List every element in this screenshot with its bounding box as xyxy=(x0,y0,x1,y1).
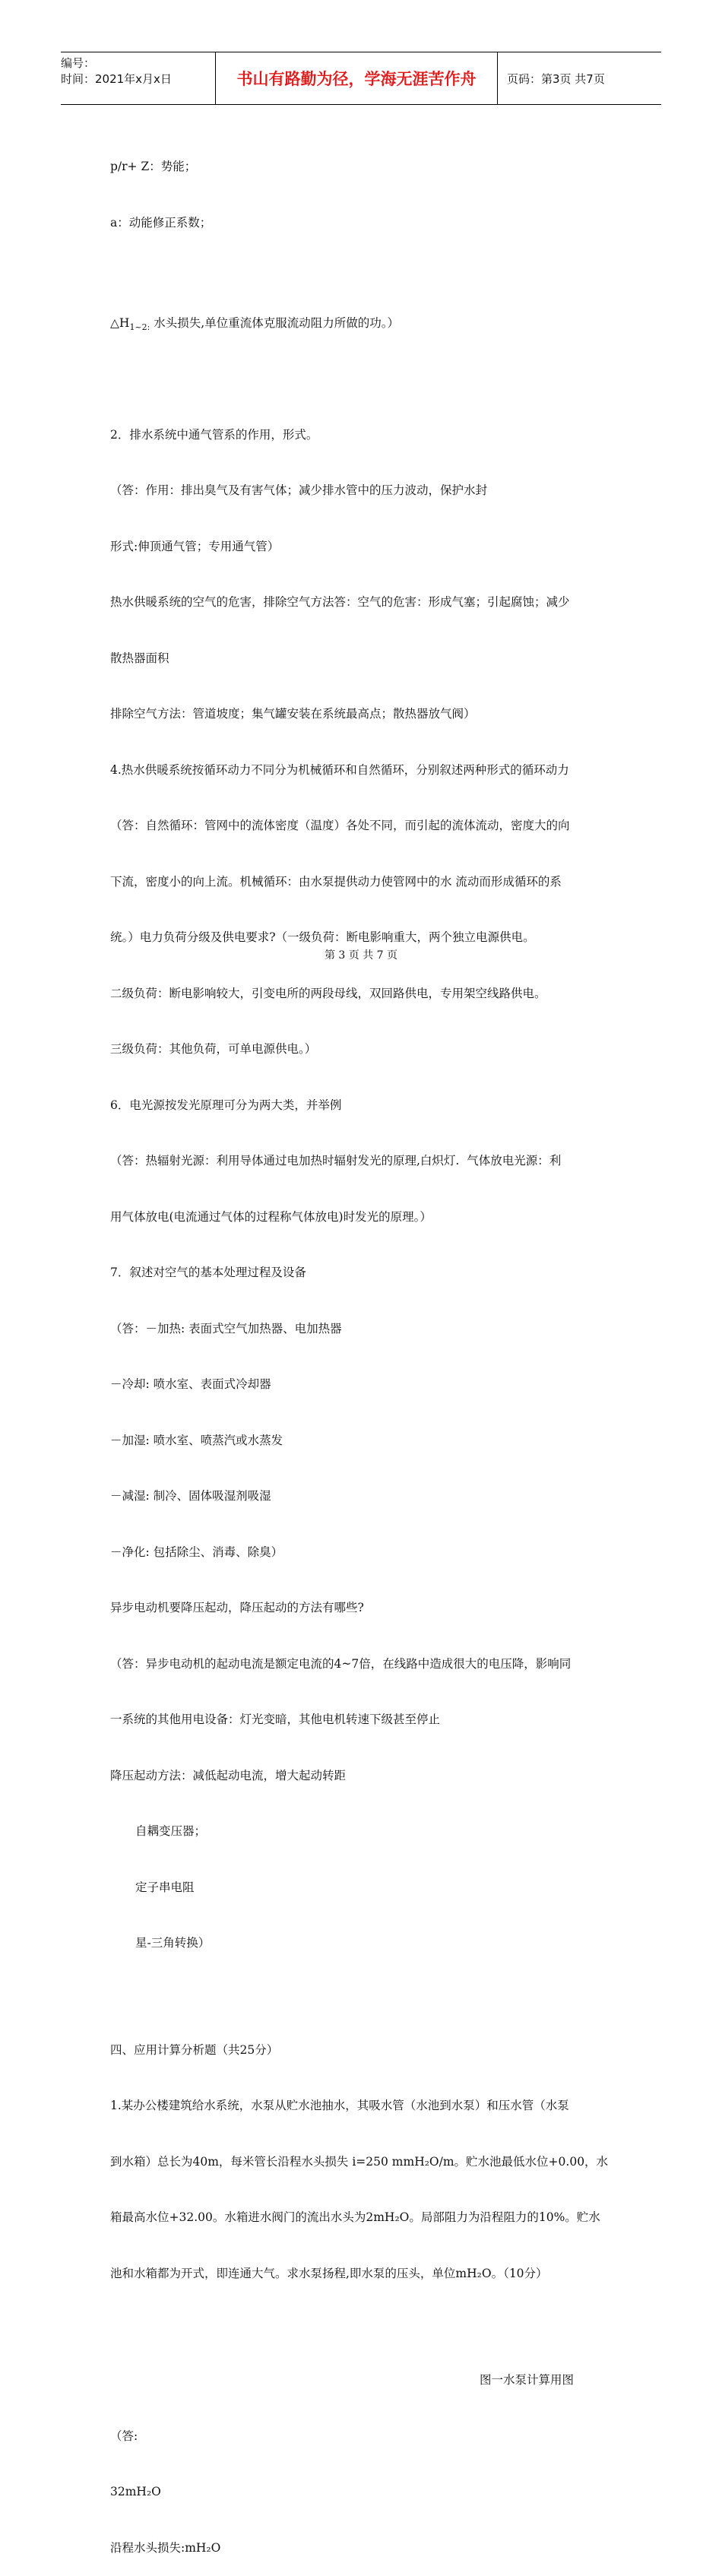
text-line: 排除空气方法：管道坡度；集气罐安装在系统最高点；散热器放气阀） xyxy=(110,707,476,721)
header-page-info: 页码：第3页 共7页 xyxy=(507,71,605,86)
text-line xyxy=(110,314,619,337)
text-line: 6．电光源按发光原理可分为两大类，并举例 xyxy=(110,1098,342,1112)
text-line: 池和水箱都为开式，即连通大气。求水泵扬程,即水泵的压头，单位mH₂O。（10分） xyxy=(110,2266,548,2280)
text-line: 2．排水系统中通气管系的作用，形式。 xyxy=(110,427,318,442)
document-body xyxy=(110,120,619,2576)
text-line: a：动能修正系数； xyxy=(110,215,212,230)
text-line: （答：自然循环：管网中的流体密度（温度）各处不同，而引起的流体流动，密度大的向 xyxy=(110,819,570,832)
header-meta xyxy=(61,52,215,104)
text-line: －净化: 包括除尘、消毒、除臭） xyxy=(110,1545,283,1559)
header-motto: 书山有路勤为径，学海无涯苦作舟 xyxy=(215,52,498,104)
text-line: －加湿: 喷水室、喷蒸汽或水蒸发 xyxy=(110,1433,283,1447)
figure-caption: 图一水泵计算用图 xyxy=(479,2373,574,2387)
text-line: （答：异步电动机的起动电流是额定电流的4~7倍，在线路中造成很大的电压降，影响同 xyxy=(110,1656,572,1671)
text-line: 下流，密度小的向上流。机械循环：由水泵提供动力使管网中的水 流动而形成循环的系 xyxy=(110,874,562,889)
text-line: （答：作用：排出臭气及有害气体；减少排水管中的压力波动，保护水封 xyxy=(110,483,488,497)
text-line: －减湿: 制冷、固体吸湿剂吸湿 xyxy=(110,1489,271,1503)
text-line: 箱最高水位+32.00。水箱进水阀门的流出水头为2mH₂O。局部阻力为沿程阻力的10%。贮水 xyxy=(110,2210,600,2224)
page-header xyxy=(61,52,661,105)
text-line: 用气体放电(电流通过气体的过程称气体放电)时发光的原理。） xyxy=(110,1209,432,1224)
text-line: 热水供暖系统的空气的危害，排除空气方法答：空气的危害：形成气塞；引起腐蚀；减少 xyxy=(110,595,570,609)
text-line: 32mH₂O xyxy=(110,2485,161,2498)
text-line: 降压起动方法：减低起动电流，增大起动转距 xyxy=(110,1768,347,1782)
delta-h-text: 水头损失,单位重流体克服流动阻力所做的功。） xyxy=(150,316,399,330)
section-heading: 四、应用计算分析题（共25分） xyxy=(110,2042,279,2057)
text-line: 沿程水头损失:mH₂O xyxy=(110,2540,221,2555)
text-line: 4.热水供暖系统按循环动力不同分为机械循环和自然循环，分别叙述两种形式的循环动力 xyxy=(110,762,569,777)
text-line: 一系统的其他用电设备：灯光变暗，其他电机转速下级甚至停止 xyxy=(110,1713,441,1726)
text-line: （答：－加热: 表面式空气加热器、电加热器 xyxy=(110,1321,342,1336)
text-line: 到水箱）总长为40m，每米管长沿程水头损失 i=250 mmH₂O/m。贮水池最低水位+0.00，水 xyxy=(110,2154,609,2169)
text-line: 三级负荷：其他负荷，可单电源供电。） xyxy=(110,1042,317,1056)
text-line: 7．叙述对空气的基本处理过程及设备 xyxy=(110,1266,306,1279)
text-line: 自耦变压器； xyxy=(135,1824,207,1838)
text-line: －冷却: 喷水室、表面式冷却器 xyxy=(110,1377,271,1391)
text-line: 散热器面积 xyxy=(110,651,169,665)
text-line: 形式:伸顶通气管；专用通气管） xyxy=(110,539,280,553)
delta-h-symbol: △H xyxy=(110,316,130,330)
page-footer: 第 3 页 共 7 页 xyxy=(324,949,398,962)
number-label: 编号： xyxy=(61,56,96,70)
text-line: （答: xyxy=(110,2429,138,2443)
text-line: （答：热辐射光源：利用导体通过电加热时辐射发光的原理,白炽灯. 气体放电光源：利 xyxy=(110,1154,562,1168)
text-line: 1.某办公楼建筑给水系统，水泵从贮水池抽水，其吸水管（水池到水泵）和压水管（水泵 xyxy=(110,2099,569,2112)
time-label: 时间：2021年x月x日 xyxy=(61,72,172,86)
text-line: 异步电动机要降压起动，降压起动的方法有哪些? xyxy=(110,1601,364,1614)
text-line: 统。）电力负荷分级及供电要求?（一级负荷：断电影响重大，两个独立电源供电。 xyxy=(110,930,535,944)
text-line: 星-三角转换） xyxy=(135,1936,211,1950)
delta-h-subscript: 1~2: xyxy=(129,322,150,332)
text-line: 定子串电阻 xyxy=(135,1880,195,1894)
text-line: 二级负荷：断电影响较大，引变电所的两段母线，双回路供电，专用架空线路供电。 xyxy=(110,986,546,1000)
text-line: p/r+ Z：势能； xyxy=(110,160,197,173)
